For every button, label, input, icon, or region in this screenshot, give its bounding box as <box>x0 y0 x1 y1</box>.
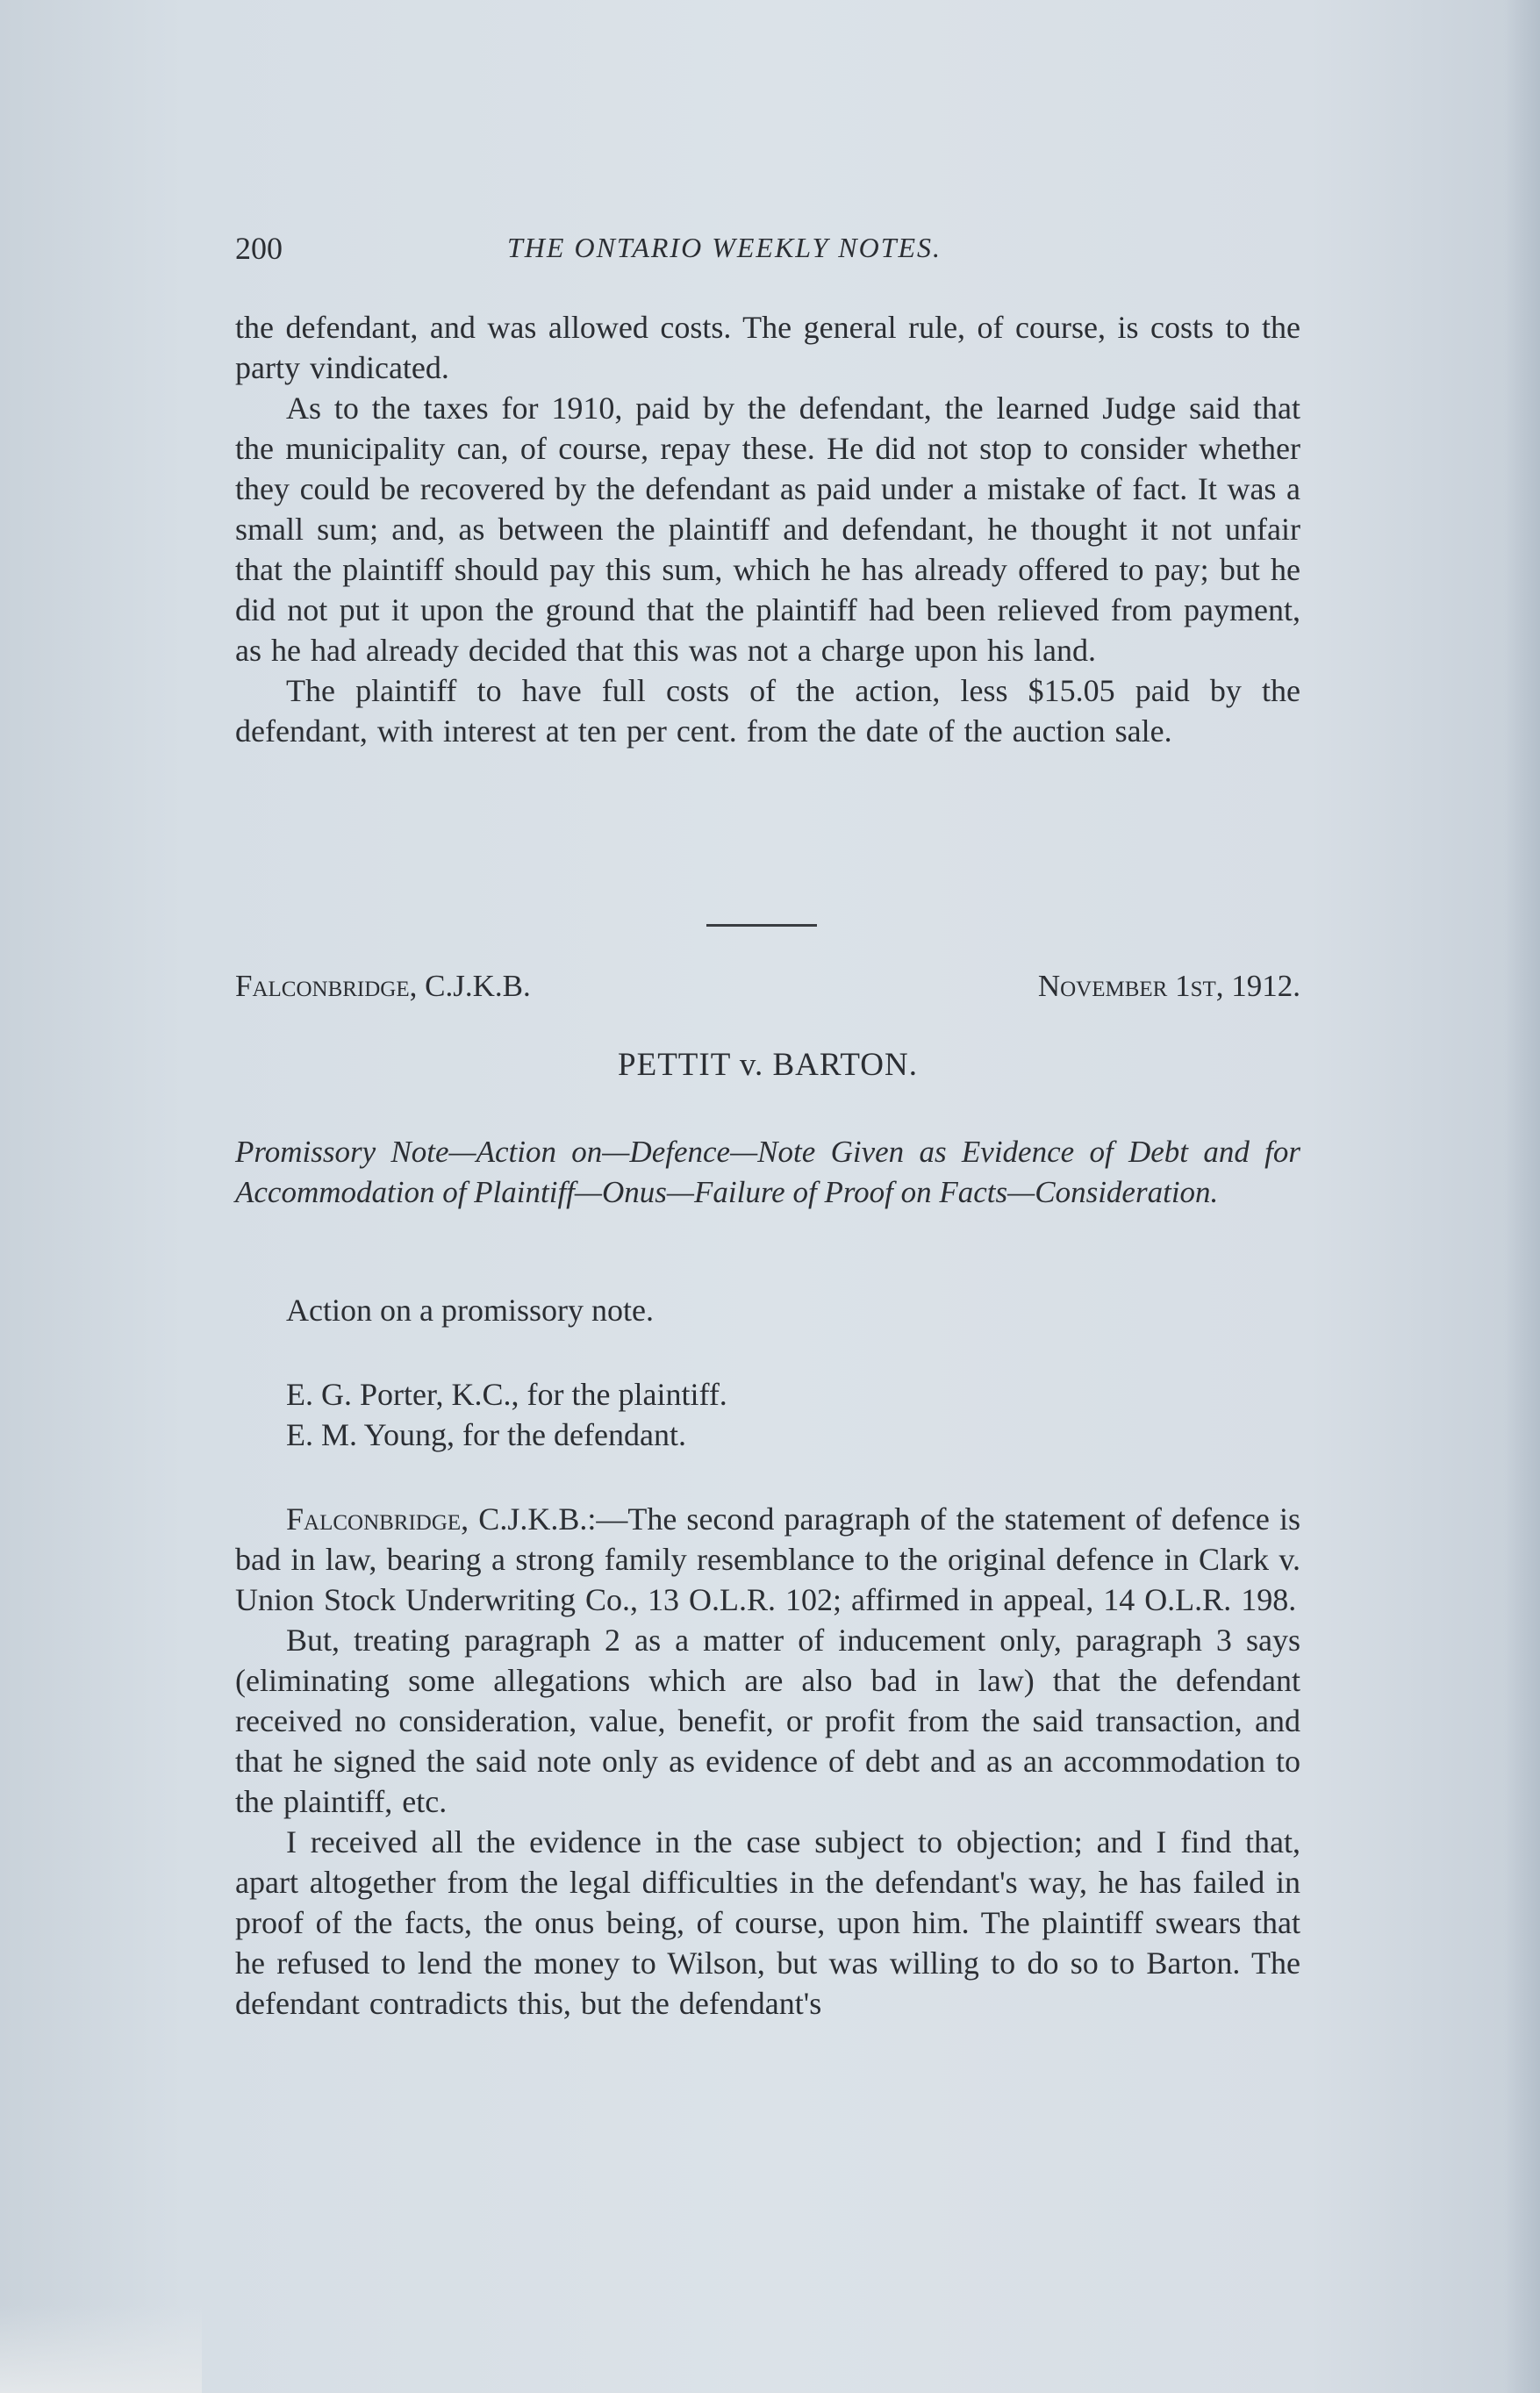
judgment-lead: Falconbridge, C.J.K.B. <box>286 1501 588 1537</box>
running-head <box>235 230 1300 270</box>
journal-title: THE ONTARIO WEEKLY NOTES. <box>507 232 942 263</box>
judgment-text <box>235 1499 1300 2024</box>
paragraph: As to the taxes for 1910, paid by the defendant, the learned Judge said that the municipality can, of course, repay these. He did not stop to consider whether they could be recovered by the defendant as paid under a mistake of fact. It was a small sum; and, as between the plaintiff and defendant, he thought it not unfair that the plaintiff should pay this sum, which he has already offered to pay; but he did not put it upon the ground that the plaintiff had been relieved from payment, as he had already decided that this was not a charge upon his land. <box>235 390 1300 668</box>
case-judge-date-line <box>235 969 1300 1011</box>
paragraph: The plaintiff to have full costs of the action, less $15.05 paid by the defendant, with interest at ten per cent. from the date of the auction sale. <box>235 673 1300 749</box>
previous-case-text <box>235 307 1300 751</box>
page-corner-shade <box>0 2305 202 2393</box>
paragraph <box>235 1499 1300 1620</box>
counsel-defendant: E. M. Young, for the defendant. <box>286 1417 686 1452</box>
section-divider <box>706 924 817 927</box>
case-headnote <box>235 1132 1300 1213</box>
case-date: November 1st, 1912. <box>1037 969 1300 1003</box>
case-title: PETTIT v. BARTON. <box>618 1047 918 1083</box>
paragraph: the defendant, and was allowed costs. The general rule, of course, is costs to the party vindicated. <box>235 310 1300 385</box>
action-description: Action on a promissory note. <box>286 1293 654 1328</box>
headnote-text: Promissory Note—Action on—Defence—Note Given as Evidence of Debt and for Accommodation of Plaintiff—Onus—Failure of Proof on Facts—Consideration. <box>235 1135 1300 1209</box>
case-judge: Falconbridge, C.J.K.B. <box>235 969 531 1003</box>
judgment-opening: :—The second paragraph of the statement of defence is bad in law, bearing a strong family resemblance to the original defence in Clark v. Union Stock Underwriting Co., 13 O.L.R. 102; affirmed in appeal, 14 O.L.R. 198. <box>235 1501 1300 1617</box>
counsel-plaintiff: E. G. Porter, K.C., for the plaintiff. <box>286 1377 727 1412</box>
page-number: 200 <box>235 231 283 266</box>
paragraph: But, treating paragraph 2 as a matter of inducement only, paragraph 3 says (eliminating some allegations which are also bad in law) that the defendant received no consideration, value, benefit, or profit from the said transaction, and that he signed the said note only as evidence of debt and as an accommodation to the plaintiff, etc. <box>235 1623 1300 1819</box>
paragraph: I received all the evidence in the case subject to objection; and I find that, apart altogether from the legal difficulties in the defendant's way, he has failed in proof of the facts, the onus being, of course, upon him. The plaintiff swears that he refused to lend the money to Wilson, but was willing to do so to Barton. The defendant contradicts this, but the defendant's <box>235 1824 1300 2021</box>
